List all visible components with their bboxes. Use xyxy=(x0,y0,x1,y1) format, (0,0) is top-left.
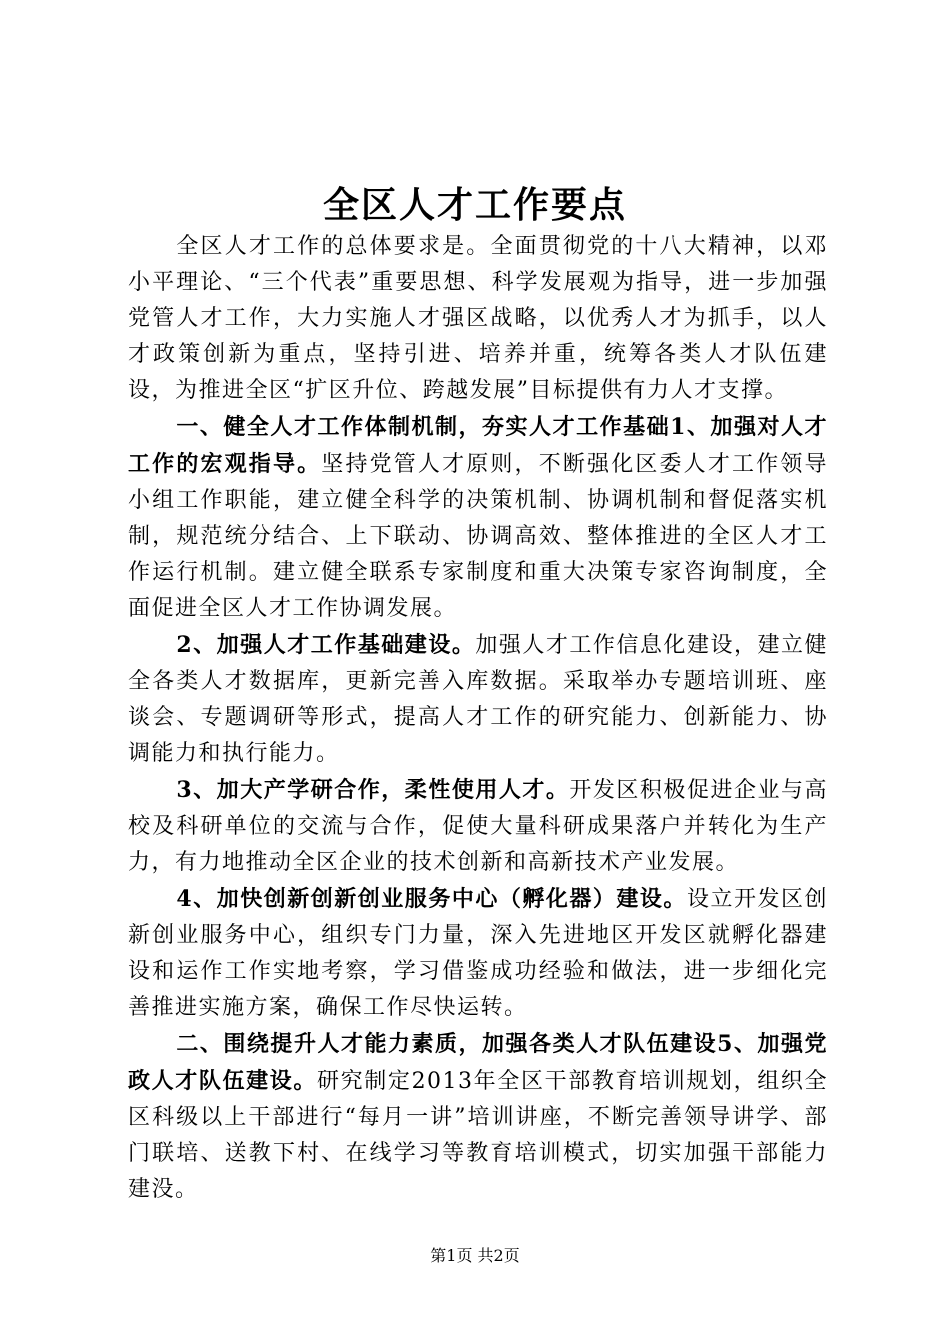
paragraph-intro xyxy=(128,228,828,409)
paragraph-heading: 二、围绕提升人才能力素质，加强各类人才队伍建设5、加强党政人才队伍建设。 xyxy=(128,1031,828,1094)
page-number-footer: 第1页 共2页 xyxy=(430,1246,520,1265)
document-body xyxy=(128,228,828,1208)
paragraph-text: 全区人才工作的总体要求是。全面贯彻党的十八大精神，以邓小平理论、“三个代表”重要思想、科学发展观为指导，进一步加强党管人才工作，大力实施人才强区战略，以优秀人才为抓手，以人才政策创新为重点，坚持引进、培养并重，统筹各类人才队伍建设，为推进全区“扩区升位、跨越发展”目标提供有力人才支撑。 xyxy=(128,234,828,403)
paragraph-text: 加强人才工作信息化建设，建立健全各类人才数据库，更新完善入库数据。采取举办专题培训班、座谈会、专题调研等形式，提高人才工作的研究能力、创新能力、协调能力和执行能力。 xyxy=(128,633,828,766)
paragraph-item-4 xyxy=(128,881,828,1026)
paragraph-item-2 xyxy=(128,627,828,772)
paragraph-section-1 xyxy=(128,409,828,627)
document-title: 全区人才工作要点 xyxy=(322,184,627,226)
paragraph-text: 开发区积极促进企业与高校及科研单位的交流与合作，促使大量科研成果落户并转化为生产力，有力地推动全区企业的技术创新和高新技术产业发展。 xyxy=(128,778,828,875)
paragraph-heading: 3、加大产学研合作，柔性使用人才。 xyxy=(176,777,570,803)
paragraph-text: 设立开发区创新创业服务中心，组织专门力量，深入先进地区开发区就孵化器建设和运作工作实地考察，学习借鉴成功经验和做法，进一步细化完善推进实施方案，确保工作尽快运转。 xyxy=(128,887,828,1020)
paragraph-heading: 2、加强人才工作基础建设。 xyxy=(176,632,476,658)
paragraph-text: 研究制定2013年全区干部教育培训规划，组织全区科级以上干部进行“每月一讲”培训讲座，不断完善领导讲学、部门联培、送教下村、在线学习等教育培训模式，切实加强干部能力建没。 xyxy=(128,1069,828,1202)
paragraph-text: 坚持党管人才原则，不断强化区委人才工作领导小组工作职能，建立健全科学的决策机制、协调机制和督促落实机制，规范统分结合、上下联动、协调高效、整体推进的全区人才工作运行机制。建立健全联系专家制度和重大决策专家咨询制度，全面促进全区人才工作协调发展。 xyxy=(128,452,828,621)
paragraph-heading: 一、健全人才工作体制机制，夯实人才工作基础1、加强对人才工作的宏观指导。 xyxy=(128,414,828,477)
paragraph-section-2 xyxy=(128,1026,828,1208)
paragraph-heading: 4、加快创新创新创业服务中心（孵化器）建设。 xyxy=(176,886,687,912)
paragraph-item-3 xyxy=(128,772,828,881)
